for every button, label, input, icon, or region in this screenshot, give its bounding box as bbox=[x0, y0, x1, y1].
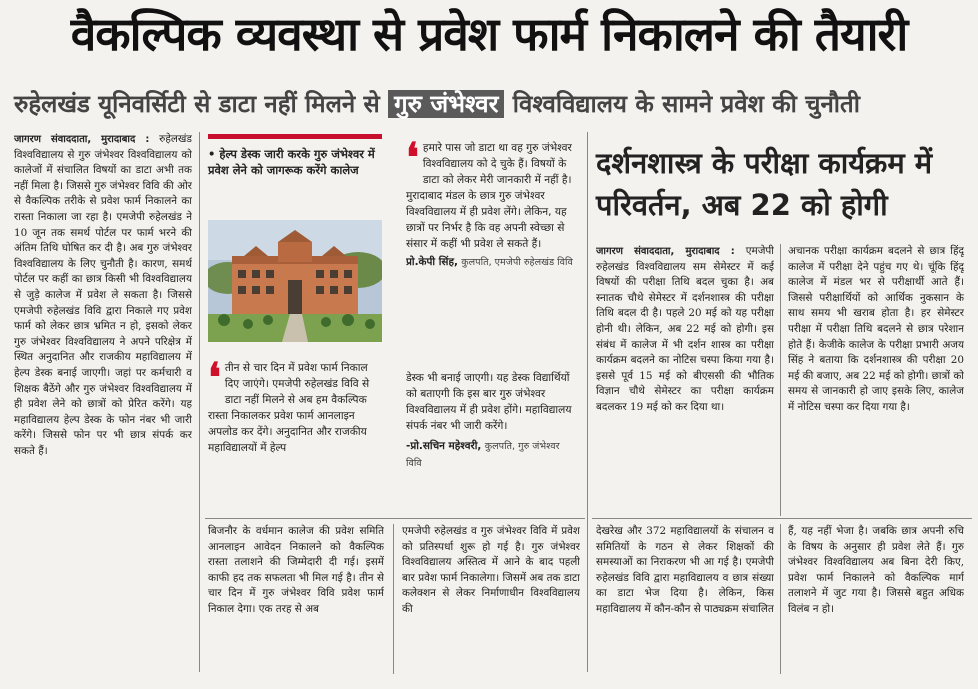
story1-col1-text: रुहेलखंड विश्वविद्यालय से गुरु जंभेश्वर विश्वविद्यालय को कालेजों में संचालित विषयों का डाटा अभी तक नहीं मिला है। जिससे गुरु जंभेश्वर विवि की ओर से वैकल्पिक तरीके से प्रवेश फार्म निकालने का रास्ता निकाला जा रहा है। एमजेपी रुहेलखंड ने 10 जून तक समर्थ पोर्टल पर फार्म भरने की अंतिम तिथि घोषित कर दी है। अब गुरु जंभेश्वर विश्वविद्यालय के लिए चुनौती है। कारण, समर्थ पोर्टल पर कहीं का छात्र किसी भी विश्वविद्यालय से जुड़े कालेज में प्रवेश ले सकता है। जिससे एमजेपी रुहेलखंड विवि द्वारा निकाले गए प्रवेश फार्म को लेकर छात्र भ्रमित न हो, इसको लेकर गुरु जंभेश्वर विश्वविद्यालय ने अपने परिक्षेत्र में स्थित अनुदानित और राजकीय महाविद्यालय में हेल्प डेस्क बनाई जाएगी। जहां पर कर्मचारी व शिक्षक बैठेंगे और गुरु जंभेश्वर विश्वविद्यालय में ही प्रवेश लेने को छात्रों को प्रेरित करेंगे। यह महाविद्यालय हेल्प डेस्क के फोन नंबर भी जारी करेंगे। जिससे फोन पर भी छात्र संपर्क कर सकते हैं। bbox=[14, 133, 192, 457]
quote-vc-mjpru-name: प्रो.केपी सिंह, bbox=[406, 256, 458, 268]
box-title: • हेल्प डेस्क जारी करके गुरु जंभेश्वर में प्रवेश लेने को जागरूक करेंगे कालेज bbox=[208, 147, 375, 177]
quote-mark-icon: ❛ bbox=[406, 140, 419, 181]
column-divider bbox=[780, 244, 781, 516]
subhead-highlight: गुरु जंभेश्वर bbox=[388, 90, 504, 118]
box-red-bar bbox=[208, 134, 382, 139]
section-divider bbox=[592, 518, 972, 519]
quote-vc-gju-role: कुलपति, गुरु जंभेश्वर विवि bbox=[406, 441, 560, 469]
quote-vc-mjpru-text: हमारे पास जो डाटा था वह गुरु जंभेश्वर विश्वविद्यालय को दे चुके हैं। विषयों के डाटा को लेकर मेरी जानकारी में नहीं है। मुरादाबाद मंडल के छात्र गुरु जंभेश्वर विश्वविद्यालय में ही प्रवेश लेंगे। लेकिन, यह छात्रों पर निर्भर है कि वह अपनी स्वेच्छा से संसार में कहीं भी प्रवेश ले सकते हैं। bbox=[406, 142, 572, 250]
story1-bottom-col-5: हैं, यह नहीं भेजा है। जबकि छात्र अपनी रुचि के विषय के अनुसार ही प्रवेश लेते हैं। गुरु जंभेश्वर विश्वविद्यालय अब बिना देरी किए, प्रवेश फार्म निकालने को वैकल्पिक मार्ग तलाशने में जुट गया है। जिससे बहुत अधिक विलंब न हो। bbox=[788, 525, 964, 615]
story2-headline: दर्शनशास्त्र के परीक्षा कार्यक्रम में परिवर्तन, अब 22 को होगी bbox=[596, 146, 933, 222]
quote-vc-gju-continued bbox=[406, 370, 578, 516]
main-headline: वैकल्पिक व्यवस्था से प्रवेश फार्म निकालने की तैयारी bbox=[70, 7, 908, 61]
column-divider bbox=[587, 132, 588, 672]
story2-column-1 bbox=[596, 244, 774, 516]
quote-vc-mjpru bbox=[406, 140, 576, 340]
quote-vc-gju-cont-text: डेस्क भी बनाई जाएगी। यह डेस्क विद्यार्थियों को बताएगी कि इस बार गुरु जंभेश्वर विश्वविद्यालय में ही प्रवेश होंगे। महाविद्यालय संपर्क नंबर भी जारी करेंगे। bbox=[406, 372, 572, 432]
story2-col1-text: एमजेपी रुहेलखंड विश्वविद्यालय सम सेमेस्टर में कई विषयों की परीक्षा तिथि बदल चुका है। अब स्नातक चौथे सेमेस्टर में दर्शनशास्त्र की परीक्षा तिथि बदल दी है। पहले 20 मई को यह परीक्षा होनी थी। लेकिन, अब 22 मई को होगी। इस संबंध में कालेज में भी दर्शन शास्त्र का परीक्षा कार्यक्रम बदलने का नोटिस चस्पा किया गया है। इससे पूर्व 15 मई को बीएससी की भौतिक विज्ञान चौथे सेमेस्टर का परीक्षा कार्यक्रम बदलकर 19 मई को कर दिया था। bbox=[596, 245, 774, 413]
college-building-photo bbox=[208, 220, 382, 342]
story1-column-1 bbox=[14, 132, 192, 672]
story1-byline: जागरण संवाददाता, मुरादाबाद : bbox=[14, 134, 150, 145]
quote-mark-icon: ❛ bbox=[208, 360, 221, 401]
quote-vc-gju bbox=[208, 360, 384, 520]
story1-bottom-col-2: बिजनौर के वर्धमान कालेज की प्रवेश समिति आनलाइन आवेदन निकालने को वैकल्पिक रास्ता तलाशने की जिम्मेदारी दी गई। इसमें काफी हद तक सफलता भी मिल गई है। तीन से चार दिन में गुरु जंभेश्वर विवि प्रवेश फार्म निकाल देगा। एक तरह से अब bbox=[208, 525, 384, 615]
story1-bottom-col-3: एमजेपी रुहेलखंड व गुरु जंभेश्वर विवि में प्रवेश को प्रतिस्पर्धा शुरू हो गई है। गुरु जंभेश्वर विश्वविद्यालय अस्तित्व में आने के बाद पहली बार प्रवेश फार्म निकालेगा। जिसमें अब तक डाटा कलेक्शन से लेकर निर्माणाधीन विश्वविद्यालय की bbox=[402, 525, 580, 615]
quote-vc-gju-text: तीन से चार दिन में प्रवेश फार्म निकाल दिए जाएंगे। एमजेपी रुहेलखंड विवि से डाटा नहीं मिलने से अब हम वैकल्पिक रास्ता निकालकर प्रवेश फार्म आनलाइन अपलोड कर देंगे। अनुदानित और राजकीय महाविद्यालयों में हेल्प bbox=[208, 362, 370, 454]
story2-byline: जागरण संवाददाता, मुरादाबाद : bbox=[596, 246, 735, 257]
story2-column-2: अचानक परीक्षा कार्यक्रम बदलने से छात्र हिंदू कालेज में परीक्षा देने पहुंच गए थे। चूंकि हिंदू कालेज में मंडल भर से परीक्षार्थी आते हैं। जिससे परीक्षार्थियों को आर्थिक नुकसान के साथ समय भी खराब होता है। हर सेमेस्टर परीक्षा में परीक्षा तिथि बदलने से छात्र परेशान होते हैं। केजीके कालेज के परीक्षा प्रभारी अजय सिंह ने बताया कि दर्शनशास्त्र की परीक्षा 20 मई की बजाए, अब 22 मई को होगी। छात्रों को समय से जानकारी हो जाए इसके लिए, कालेज में नोटिस चस्पा कर दिया गया है। bbox=[788, 245, 964, 413]
column-divider bbox=[199, 132, 200, 672]
column-divider bbox=[393, 524, 394, 674]
sub-headline bbox=[14, 88, 974, 120]
subhead-after: विश्वविद्यालय के सामने प्रवेश की चुनौती bbox=[512, 90, 860, 118]
story1-bottom-col-4: देखरेख और 372 महाविद्यालयों के संचालन व समितियों के गठन से लेकर शिक्षकों की समस्याओं का निराकरण भी आ गई है। एमजेपी रुहेलखंड विवि द्वारा महाविद्यालय व छात्र संख्या का डाटा भेज दिया है। लेकिन, किस महाविद्यालय में कौन-कौन से पाठ्यक्रम संचालित bbox=[596, 525, 774, 615]
section-divider bbox=[205, 518, 585, 519]
column-divider bbox=[780, 524, 781, 674]
quote-vc-mjpru-role: कुलपति, एमजेपी रुहेलखंड विवि bbox=[461, 257, 573, 268]
quote-vc-gju-name: -प्रो.सचिन महेश्वरी, bbox=[406, 440, 482, 452]
subhead-before: रुहेलखंड यूनिवर्सिटी से डाटा नहीं मिलने से bbox=[14, 90, 380, 118]
